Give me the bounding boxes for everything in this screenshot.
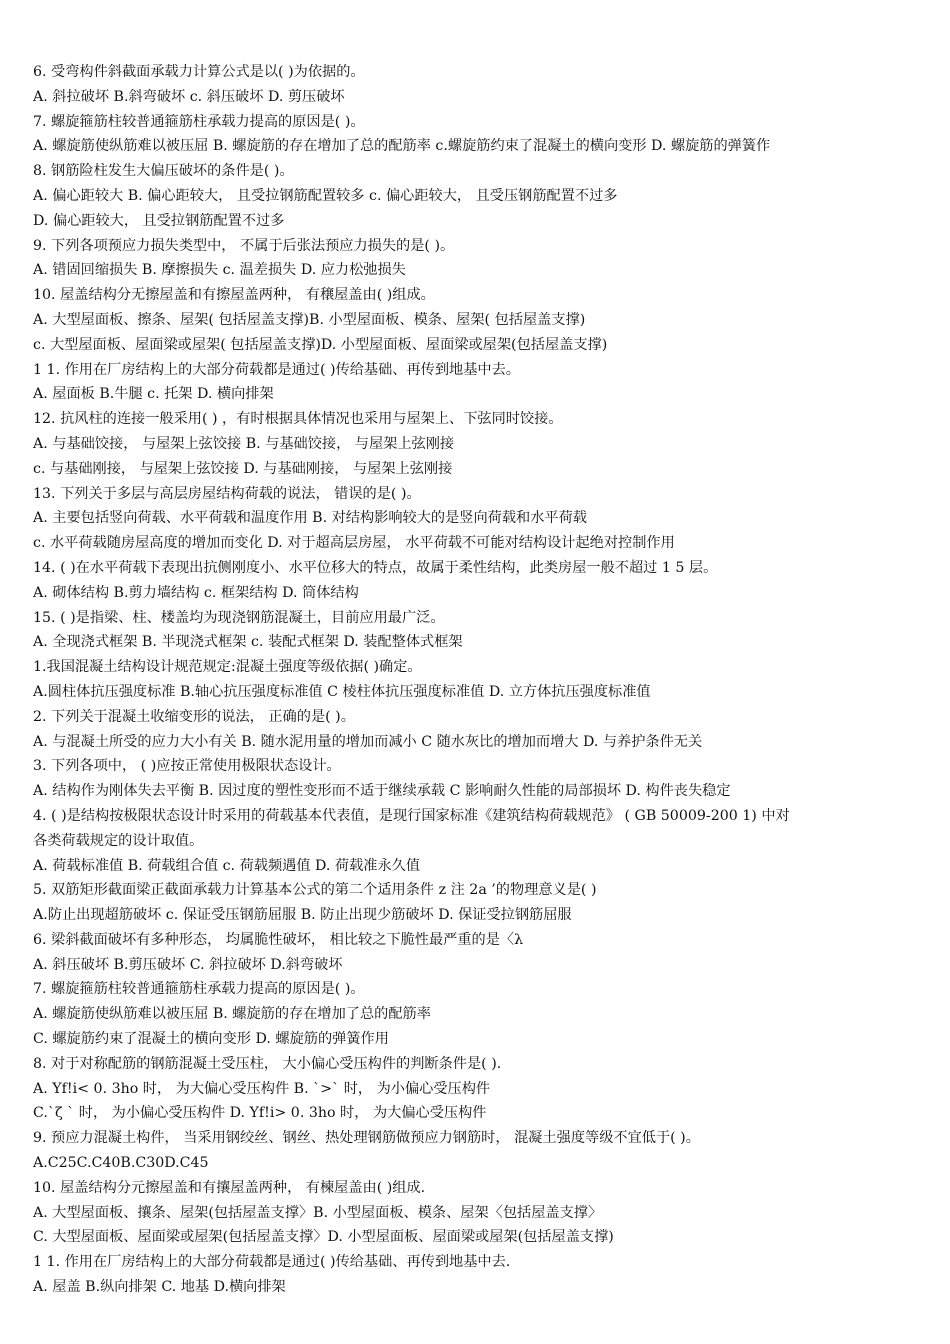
text-line: 14. ( )在水平荷载下表现出抗侧刚度小、水平位移大的特点，故属于柔性结构，此类房屋一般不超过 1 5 层。: [33, 559, 718, 576]
text-line: A. Yf!i< 0. 3ho 时， 为大偏心受压构件 B. `>` 时， 为小偏心受压构件: [33, 1080, 491, 1097]
text-line: A. 错固回缩损失 B. 摩擦损失 c. 温差损失 D. 应力松弛损失: [33, 262, 406, 279]
text-line: A. 斜压破坏 B.剪压破坏 C. 斜拉破坏 D.斜弯破坏: [33, 956, 343, 973]
text-line: 6. 梁斜截面破坏有多种形态， 均属脆性破坏， 相比较之下脆性最严重的是〈λ: [33, 931, 524, 948]
text-line: A.防止出现超筋破坏 c. 保证受压钢筋屈服 B. 防止出现少筋破坏 D. 保证受拉钢筋屈服: [33, 907, 572, 924]
text-line: 7. 螺旋箍筋柱较普通箍筋柱承载力提高的原因是( )。: [33, 113, 365, 130]
text-line: 10. 屋盖结构分无擦屋盖和有擦屋盖两种， 有穣屋盖由( )组成。: [33, 287, 435, 304]
text-line: A.圆柱体抗压强度标准 B.轴心抗压强度标准值 C 棱柱体抗压强度标准值 D. 立方体抗压强度标准值: [33, 683, 651, 700]
text-line: A. 屋盖 B.纵向排架 C. 地基 D.横向排架: [33, 1279, 286, 1296]
text-line: D. 偏心距较大， 且受拉钢筋配置不过多: [33, 212, 285, 229]
text-line: 6. 受弯构件斜截面承载力计算公式是以( )为依据的。: [33, 64, 365, 80]
text-line: 1 1. 作用在厂房结构上的大部分荷载都是通过( )传给基础、再传到地基中去.: [33, 1254, 511, 1271]
text-line: C.`ζ ` 时， 为小偏心受压构件 D. Yf!i> 0. 3ho 时， 为大偏心受压构件: [33, 1105, 487, 1122]
text-line: C. 螺旋筋约束了混凝土的横向变形 D. 螺旋筋的弹簧作用: [33, 1031, 389, 1048]
text-line: 9. 下列各项预应力损失类型中， 不属于后张法预应力损失的是( )。: [33, 237, 455, 254]
text-line: 15. ( )是指梁、柱、楼盖均为现浇钢筋混凝土，目前应用最广泛。: [33, 609, 445, 626]
text-line: c. 水平荷载随房屋高度的增加而变化 D. 对于超高层房屋， 水平荷载不可能对结构设计起绝对控制作用: [33, 535, 675, 552]
text-line: 各类荷载规定的设计取值。: [33, 832, 204, 849]
text-line: 1 1. 作用在厂房结构上的大部分荷载都是通过( )传给基础、再传到地基中去。: [33, 361, 520, 378]
text-line: A. 主要包括竖向荷载、水平荷载和温度作用 B. 对结构影响较大的是竖向荷载和水平荷载: [33, 510, 587, 527]
text-line: 8. 对于对称配筋的钢筋混凝土受压柱， 大小偏心受压构件的判断条件是( ).: [33, 1055, 502, 1072]
text-line: A. 斜拉破坏 B.斜弯破坏 c. 斜压破坏 D. 剪压破坏: [33, 88, 345, 105]
text-line: 12. 抗风柱的连接一般采用( ) ，有时根据具体情况也采用与屋架上、下弦同时饺接。: [33, 411, 563, 428]
text-line: A.C25C.C40B.C30D.C45: [33, 1155, 209, 1172]
text-line: A. 螺旋筋使纵筋难以被压屈 B. 螺旋筋的存在增加了总的配筋率 c.螺旋筋约束了混凝土的横向变形 D. 螺旋筋的弹簧作: [33, 138, 771, 155]
text-line: A. 大型屋面板、攘条、屋架(包括屋盖支撑〉B. 小型屋面板、模条、屋架〈包括屋盖支撑〉: [33, 1204, 603, 1221]
text-line: 7. 螺旋箍筋柱较普通箍筋柱承载力提高的原因是( )。: [33, 981, 365, 998]
text-line: 3. 下列各项中， ( )应按正常使用极限状态设计。: [33, 758, 341, 775]
text-line: A. 大型屋面板、擦条、屋架( 包括屋盖支撑)B. 小型屋面板、模条、屋架( 包括屋盖支撑): [33, 311, 586, 328]
text-line: 1.我国混凝土结构设计规范规定:混凝土强度等级依据( )确定。: [33, 659, 422, 676]
text-line: A. 荷载标准值 B. 荷载组合值 c. 荷载频遇值 D. 荷载准永久值: [33, 857, 421, 874]
text-line: 13. 下列关于多层与高层房屋结构荷载的说法， 错误的是( )。: [33, 485, 421, 502]
document-body: [33, 60, 928, 1300]
text-line: c. 大型屋面板、屋面梁或屋架( 包括屋盖支撑)D. 小型屋面板、屋面梁或屋架(包括屋盖支撑): [33, 336, 608, 353]
text-line: 4. ( )是结构按极限状态设计时采用的荷载基本代表值，是现行国家标准《建筑结构荷载规范》 ( GB 50009-200 1) 中对: [33, 807, 790, 824]
text-line: 8. 钢筋险柱发生大偏压破坏的条件是( )。: [33, 163, 294, 180]
text-line: A. 螺旋筋使纵筋难以被压屈 B. 螺旋筋的存在增加了总的配筋率: [33, 1006, 431, 1023]
text-line: A. 偏心距较大 B. 偏心距较大， 且受拉钢筋配置较多 c. 偏心距较大， 且受压钢筋配置不过多: [33, 187, 618, 204]
text-line: A. 与基础饺接， 与屋架上弦饺接 B. 与基础饺接， 与屋架上弦刚接: [33, 435, 455, 452]
text-line: 5. 双筋矩形截面梁正截面承载力计算基本公式的第二个适用条件 z 注 2a ’的物理意义是( ): [33, 882, 597, 899]
text-line: A. 与混凝土所受的应力大小有关 B. 随水泥用量的增加而减小 C 随水灰比的增加而增大 D. 与养护条件无关: [33, 733, 703, 750]
text-line: 9. 预应力混凝土构件， 当采用钢绞丝、钢丝、热处理钢筋做预应力钢筋时， 混凝土强度等级不宜低于( )。: [33, 1130, 700, 1147]
text-line: C. 大型屋面板、屋面梁或屋架(包括屋盖支撑〉D. 小型屋面板、屋面梁或屋架(包括屋盖支撑): [33, 1229, 614, 1246]
text-line: c. 与基础刚接， 与屋架上弦饺接 D. 与基础刚接， 与屋架上弦刚接: [33, 460, 453, 477]
text-line: 2. 下列关于混凝土收缩变形的说法， 正确的是( )。: [33, 708, 355, 725]
text-line: A. 结构作为刚体失去平衡 B. 因过度的塑性变形而不适于继续承载 C 影响耐久性能的局部损坏 D. 构件丧失稳定: [33, 783, 731, 800]
text-line: 10. 屋盖结构分元擦屋盖和有攘屋盖两种， 有楝屋盖由( )组成.: [33, 1179, 426, 1196]
text-line: A. 砌体结构 B.剪力墙结构 c. 框架结构 D. 筒体结构: [33, 584, 359, 601]
text-line: A. 全现浇式框架 B. 半现浇式框架 c. 装配式框架 D. 装配整体式框架: [33, 634, 463, 651]
text-line: A. 屋面板 B.牛腿 c. 托架 D. 横向排架: [33, 386, 274, 403]
